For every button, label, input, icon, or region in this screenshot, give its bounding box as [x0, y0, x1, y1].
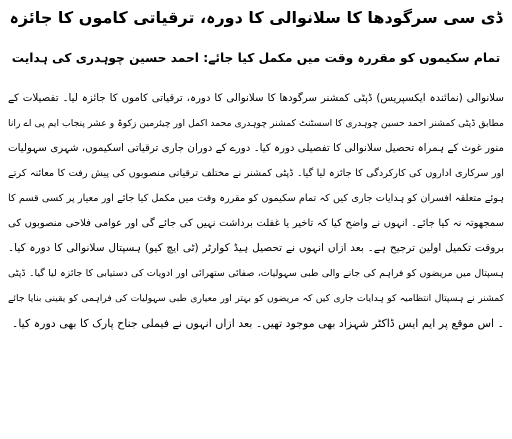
body-line: ہوئے متعلقہ افسران کو ہدایات جاری کیں کہ تمام سکیموں کو مقررہ وقت میں مکمل کیا جائے اور معیار پر کسی قسم کا — [8, 193, 504, 204]
headline: ڈی سی سرگودھا کا سلانوالی کا دورہ، ترقیاتی کاموں کا جائزہ — [9, 8, 503, 27]
body-line: سلانوالی (نمائندہ ایکسپریس) ڈپٹی کمشنر سرگودھا کا سلانوالی کا دورہ، ترقیاتی کاموں کا جائزہ لیا۔ تفصیلات کے — [8, 92, 504, 104]
subheadline: تمام سکیموں کو مقررہ وقت میں مکمل کیا جائے: احمد حسین چوہدری کی ہدایت — [11, 51, 501, 65]
article-body — [8, 86, 504, 436]
body-line: ۔ اس موقع پر ایم ایس ڈاکٹر شہزاد بھی موجود تھیں۔ بعد ازاں انہوں نے فیملی جناح پارک کا بھی دورہ کیا۔ — [11, 317, 504, 330]
body-line: بروقت تکمیل اولین ترجیح ہے۔ بعد ازاں انہوں نے تحصیل ہیڈ کوارٹر (ٹی ایچ کیو) ہسپتال سلانوالی کا دورہ کیا۔ — [8, 242, 504, 254]
body-line: اور سرکاری اداروں کی کارکردگی کا جائزہ لیا گیا۔ ڈپٹی کمشنر نے مختلف ترقیاتی منصوبوں کی پیش رفت کا معائنہ کرتے — [8, 168, 504, 179]
body-line: ہسپتال میں مریضوں کو فراہم کی جانے والی طبی سہولیات، صفائی ستھرائی اور ادویات کی دستیابی کا جائزہ لیا گیا۔ ڈپٹی — [8, 268, 504, 279]
body-line: منور غوث کے ہمراہ تحصیل سلانوالی کا تفصیلی دورہ کیا۔ دورے کے دوران جاری ترقیاتی اسکیموں، شہری سہولیات — [8, 142, 504, 154]
body-line: کمشنر نے ہسپتال انتظامیہ کو ہدایات جاری کیں کہ مریضوں کو بہتر اور معیاری طبی سہولیات کی فراہمی کو یقینی بنایا جائے — [8, 293, 504, 304]
body-line: سمجھوتہ نہ کیا جائے۔ انہوں نے واضح کیا کہ تاخیر یا غفلت برداشت نہیں کی جائے گی اور عوامی فلاحی منصوبوں کی — [8, 218, 504, 229]
body-line: مطابق ڈپٹی کمشنر احمد حسین چوہدری کا اسسٹنٹ کمشنر چوہدری محمد اکمل اور چیئرمین زکوۃ و عشر پنجاب ایم پی اے رانا — [8, 118, 504, 129]
